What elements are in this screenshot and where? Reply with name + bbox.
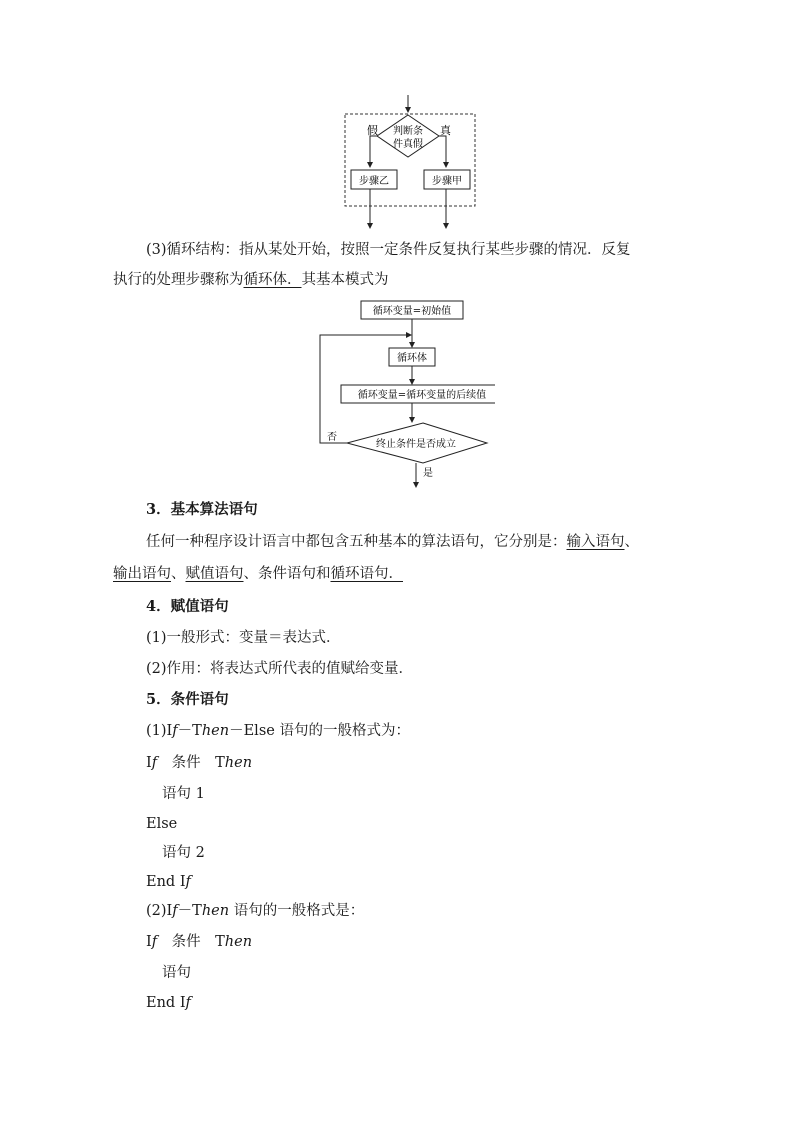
s5i1-c: －Else 语句的一般格式为： [229,723,410,739]
c2-cond: 条件 T [157,934,225,950]
condition-text: 终止条件是否成立 [376,439,456,450]
decision-text-2: 件真假 [393,139,423,150]
s5i2-a: (2)I [146,903,173,919]
update-text: 循环变量=循环变量的后续值 [357,390,487,401]
code1-end-line [146,872,191,892]
false-branch-line [370,136,377,167]
output-statement-term: 输出语句 [113,566,171,582]
s5i2-f: f [172,903,178,919]
code2-if-line [146,932,252,952]
s5i2-c: 语句的一般格式是： [229,903,365,919]
section-5-item-1 [146,721,410,741]
sec3-sep-2: 、 [171,566,186,582]
loop-text-a: 执行的处理步骤称为 [113,272,244,288]
section-5-heading: 5．条件语句 [146,691,229,708]
c2-end-f: f [185,995,191,1011]
s5i1-b: －T [177,723,202,739]
false-label: 假 [367,124,378,137]
no-label: 否 [327,432,337,443]
loop-structure-line-1: (3)循环结构：指从某处开始，按照一定条件反复执行某些步骤的情况．反复 [146,242,631,258]
condition-flowchart [340,95,480,230]
c1-hen: hen [224,755,253,771]
s5i2-b: －T [177,903,202,919]
sec3-sep-1: 、 [624,534,639,550]
section-3-line-1 [146,532,639,552]
code1-stmt2-line: 语句 2 [162,845,205,861]
sec3-sep-3: 、条件语句和 [243,566,331,582]
decision-text-1: 判断条 [393,126,423,137]
code2-stmt-line: 语句 [162,965,191,981]
c1-I: I [146,755,152,771]
assignment-statement-term: 赋值语句 [185,566,244,582]
section-5-item-2 [146,901,364,921]
step-b-text: 步骤乙 [359,176,389,187]
section-4-heading: 4．赋值语句 [146,598,229,615]
c2-hen: hen [224,934,253,950]
code1-else-line: Else [146,816,178,832]
yes-label: 是 [423,468,433,479]
step-a-text: 步骤甲 [432,176,462,187]
section-4-item-2: (2)作用：将表达式所代表的值赋给变量． [146,661,414,677]
s5i1-f: f [172,723,178,739]
loop-structure-line-2 [113,270,389,290]
section-4-item-1: (1)一般形式：变量＝表达式． [146,630,341,646]
body-text: 循环体 [397,353,427,364]
code1-if-line [146,753,252,773]
c2-end-a: End I [146,995,186,1011]
section-3-line-2 [113,564,403,584]
section-3-heading: 3．基本算法语句 [146,501,258,518]
loop-flowchart [315,298,495,490]
code2-end-line [146,993,191,1013]
loop-statement-term: 循环语句． [330,566,403,582]
c1-end-a: End I [146,874,186,890]
s5i1-a: (1)I [146,723,173,739]
code1-stmt1-line: 语句 1 [162,786,205,802]
c1-cond: 条件 T [157,755,225,771]
sec3-text-a: 任何一种程序设计语言中都包含五种基本的算法语句，它分别是： [146,534,567,550]
loop-body-term: 循环体． [243,272,302,288]
s5i1-hen: hen [201,723,230,739]
c2-I: I [146,934,152,950]
input-statement-term: 输入语句 [566,534,625,550]
c1-f: f [151,755,158,771]
init-text: 循环变量=初始值 [372,306,452,317]
c1-end-f: f [185,874,191,890]
s5i2-hen: hen [201,903,230,919]
true-branch-line [439,136,446,167]
c2-f: f [151,934,158,950]
loop-text-b: 其基本模式为 [301,272,389,288]
true-label: 真 [440,124,451,137]
